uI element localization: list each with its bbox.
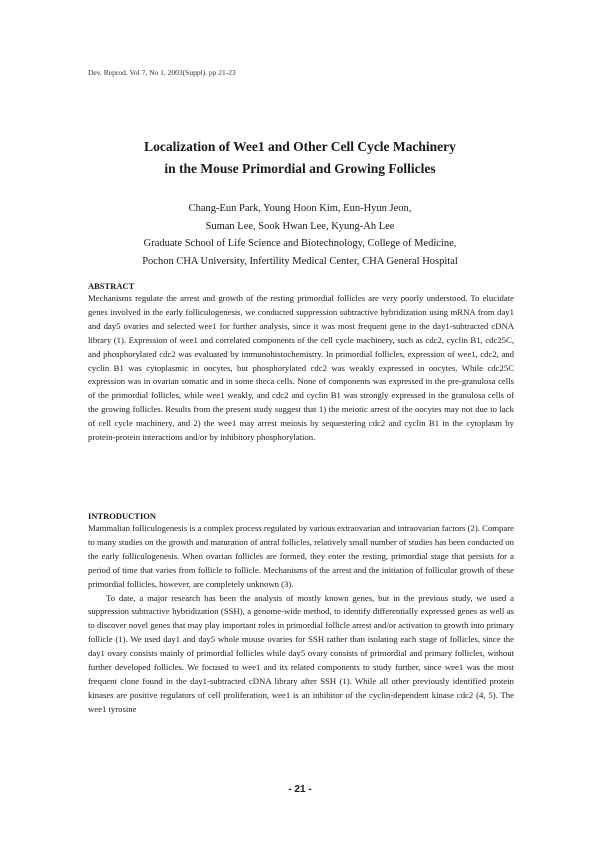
introduction-heading: INTRODUCTION: [88, 511, 157, 521]
introduction-paragraph-1: Mammalian folliculogenesis is a complex process regulated by various extraovarian and intraovarian factors (2). Compare to many studies on the growth and maturation of antral follicles, relatively small number of studies has been conducted on the early folliculogenesis. When ovarian follicles are formed, they enter the resting, primordial stage that persists for a period of time that varies from follicle to follicle. Mechanisms of the arrest and the initiation of follicular growth of these primordial follicles, however, are completely unknown (3).: [88, 523, 514, 589]
author-block: [60, 200, 540, 270]
article-title: [60, 136, 540, 180]
abstract-text: [88, 292, 514, 445]
abstract-paragraph: Mechanisms regulate the arrest and growth of the resting primordial follicles are very poorly understood. To elucidate genes involved in the early folliculogenesis, we conducted suppression subtractive hybridization using mRNA from day1 and day5 ovaries and selected wee1 for further analysis, since it was most frequent gene in the day1-subtracted cDNA library (1). Expression of wee1 and correlated components of the cell cycle machinery, such as cdc2, cyclin B1, cdc25C, and phosphorylated cdc2 was evaluated by immunohistochemistry. In primordial follicles, expression of wee1, cdc2, and cyclin B1 was cytoplasmic in oocytes, but phosphorylated cdc2 was weakly expressed in oocytes. While cdc25C expression was in ovarian somatic and in some theca cells. None of components was expressed in the pre-granulosa cells of the primordial follicles, while wee1 weakly, and cdc2 and cyclin B1 was strongly expressed in the granulosa cells of the growing follicles. Results from the present study suggest that 1) the meiotic arrest of the oocytes may not due to lack of cell cycle machinery, and 2) the wee1 may arrest meiosis by sequestering cdc2 and cyclin B1 in the cytoplasm by protein-protein interactions and/or by inhibitory phosphorylation.: [88, 293, 514, 443]
introduction-paragraph-2: To date, a major research has been the analysis of mostly known genes, but in the previous study, we used a suppression subtractive hybridization (SSH), a genome-wide method, to identify differentially expressed genes as well as to discover novel genes that may play important roles in primordial follicle arrest and/or activation to growth into primary follicle (1). We used day1 and day5 whole mouse ovaries for SSH rather than isolating each stage of follicles, since the day1 ovary consists mainly of primordial follicles while day5 ovary consists of primordial and primary follicles, without further developed follicles. We focused to wee1 and its related components to study further, since wee1 was the most frequent clone found in the day1-subtracted cDNA library after SSH (1). While all other previously identified protein kinases are positive regulators of cell proliferation, wee1 is an inhibitor of the cyclin-dependent kinase cdc2 (4, 5). The wee1 tyrosine: [88, 592, 514, 714]
page-number: - 21 -: [288, 784, 312, 795]
affiliation-line-2: Pochon CHA University, Infertility Medical Center, CHA General Hospital: [142, 255, 458, 267]
journal-citation: Dev. Reprod. Vol 7, No 1, 2003(Suppl). pp 21-23: [88, 68, 236, 77]
authors-line-1: Chang-Eun Park, Young Hoon Kim, Eun-Hyun Jeon,: [188, 203, 412, 214]
authors-line-2: Suman Lee, Sook Hwan Lee, Kyung-Ah Lee: [205, 220, 395, 232]
title-line-2: in the Mouse Primordial and Growing Follicles: [164, 161, 436, 176]
affiliation-line-1: Graduate School of Life Science and Biotechnology, College of Medicine,: [143, 238, 457, 249]
introduction-text: [88, 522, 514, 717]
title-line-1: Localization of Wee1 and Other Cell Cycle Machinery: [144, 139, 456, 154]
abstract-heading: ABSTRACT: [88, 281, 135, 291]
